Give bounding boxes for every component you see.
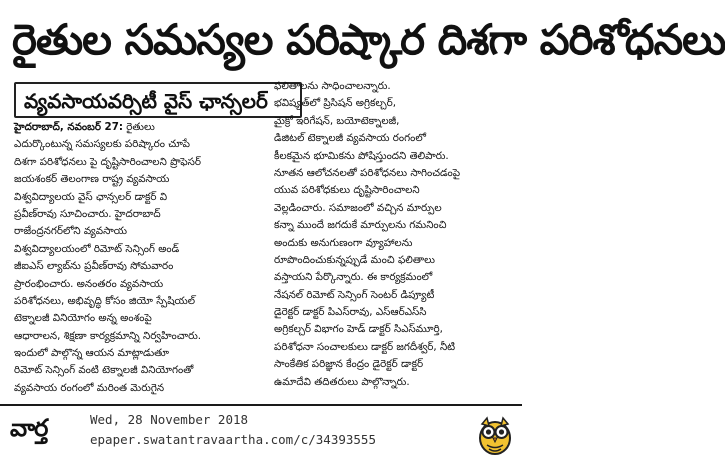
left-column	[14, 119, 266, 397]
left-line-4: విశ్వవిద్యాలయ వైస్ ఛాన్సలర్ డాక్టర్ వి	[14, 190, 168, 203]
footer-bar	[0, 404, 522, 458]
left-line-15: వ్యవసాయ రంగంలో మరింత మెరుగైన	[14, 381, 165, 394]
right-line-7: వెల్లడించారు. సమాజంలో వచ్చిన మార్పుల	[274, 201, 442, 214]
right-line-13: డైరెక్టర్ డాక్టర్ పిఎస్‌రావు, ఎస్‌ఆర్‌ఎస్‌సి	[274, 306, 427, 319]
owl-icon	[476, 414, 514, 456]
left-line-7: విశ్వవిద్యాలయంలో రిమోట్ సెన్సింగ్ అండ్	[14, 242, 180, 255]
right-line-11: వస్తాయని పేర్కొన్నారు. ఈ కార్యక్రమంలో	[274, 271, 433, 284]
left-line-13: ఇందులో పాల్గొన్న ఆయన మాట్లాడుతూ	[14, 347, 170, 360]
left-line-11: టెక్నాలజీ వినియోగం అన్న అంశంపై	[14, 312, 152, 325]
right-line-6: యువ పరిశోధకులు దృష్టిసారించాలని	[274, 184, 420, 197]
right-column	[274, 78, 514, 391]
logo-tagline	[10, 442, 72, 452]
left-line-10: పరిశోధనలు, అభివృద్ధి కోసం జియో స్పేషియల్	[14, 294, 196, 307]
left-line-3: జయశంకర్ తెలంగాణ రాష్ట్ర వ్యవసాయ	[14, 173, 170, 186]
right-line-0: ఫలితాలను సాధించాలన్నారు.	[274, 80, 391, 92]
left-line-9: ప్రారంభించారు. అనంతరం వ్యవసాయ	[14, 277, 164, 290]
left-line-0-text: రైతులు	[126, 121, 155, 133]
left-line-5: ప్రవీణ్‌రావు సూచించారు. హైదరాబాద్	[14, 207, 161, 220]
subhead: వ్యవసాయవర్సిటీ వైస్ ఛాన్సలర్	[14, 82, 302, 118]
left-line-14: రిమోట్ సెన్సింగ్ వంటి టెక్నాలజీ వినియోగంతో	[14, 364, 194, 377]
right-line-2: మైక్రో ఇరిగేషన్, బయోటెక్నాలజీ,	[274, 114, 400, 127]
right-line-8: కన్నా ముందే జగదుకే మార్పులను గమనించి	[274, 219, 447, 232]
publication-date: Wed, 28 November 2018	[90, 412, 249, 427]
right-line-10: రూపొందించుకున్నప్పుడే మంచి ఫలితాలు	[274, 253, 435, 266]
logo-text: వార్త	[10, 413, 48, 442]
left-line-12: ఆధారాలన, శిక్షణా కార్యక్రమాన్ని నిర్వహించారు.	[14, 329, 202, 342]
right-line-12: నేషనల్ రిమోట్ సెన్సింగ్ సెంటర్ డిప్యూటీ	[274, 288, 435, 301]
newspaper-logo[interactable]	[10, 414, 72, 452]
left-line-6: రాజేంద్రనగర్‌లోని వ్యవసాయ	[14, 225, 127, 238]
dateline: హైదరాబాద్, నవంబర్ 27:	[14, 121, 123, 133]
right-line-1: భవిష్యత్‌లో ప్రిసిషన్ అగ్రికల్చర్,	[274, 97, 396, 110]
right-line-17: ఉమాదేవి తదితరులు పాల్గొన్నారు.	[274, 375, 410, 388]
right-line-14: అగ్రికల్చర్ విభాగం హెడ్ డాక్టర్ సిఎస్‌మూర్తి,	[274, 323, 443, 336]
right-line-5: నూతన ఆలోచనలతో పరిశోధనలు సాగించడంపై	[274, 166, 461, 179]
right-line-15: పరిశోధనా సంచాలకులు డాక్టర్ జగదీశ్వర్, నీటి	[274, 340, 456, 353]
left-line-2: దిశగా పరిశోధనలు పై దృష్టిసారించాలని ప్రొఫెసర్	[14, 155, 201, 168]
epaper-url[interactable]: epaper.swatantravaartha.com/c/34393555	[90, 432, 376, 447]
left-line-8: జీఐఎస్ ల్యాబ్‌ను ప్రవీణ్‌రావు సోమవారం	[14, 260, 174, 273]
right-line-16: సాంకేతిక పరిజ్ఞాన కేంద్రం డైరెక్టర్ డాక్టర్	[274, 358, 424, 371]
right-line-3: డిజిటల్ టెక్నాలజీ వ్యవసాయ రంగంలో	[274, 132, 426, 145]
left-line-1: ఎదుర్కొంటున్న సమస్యలకు పరిష్కారం చూపే	[14, 138, 190, 151]
left-line-0	[14, 119, 266, 136]
right-line-9: అందుకు అనుగుణంగా వ్యూహాలను	[274, 236, 413, 249]
headline: రైతుల సమస్యల పరిష్కార దిశగా పరిశోధనలు	[12, 15, 725, 64]
right-line-4: కీలకమైన భూమికను పోషిస్తుందని తెలిపారు.	[274, 149, 449, 162]
